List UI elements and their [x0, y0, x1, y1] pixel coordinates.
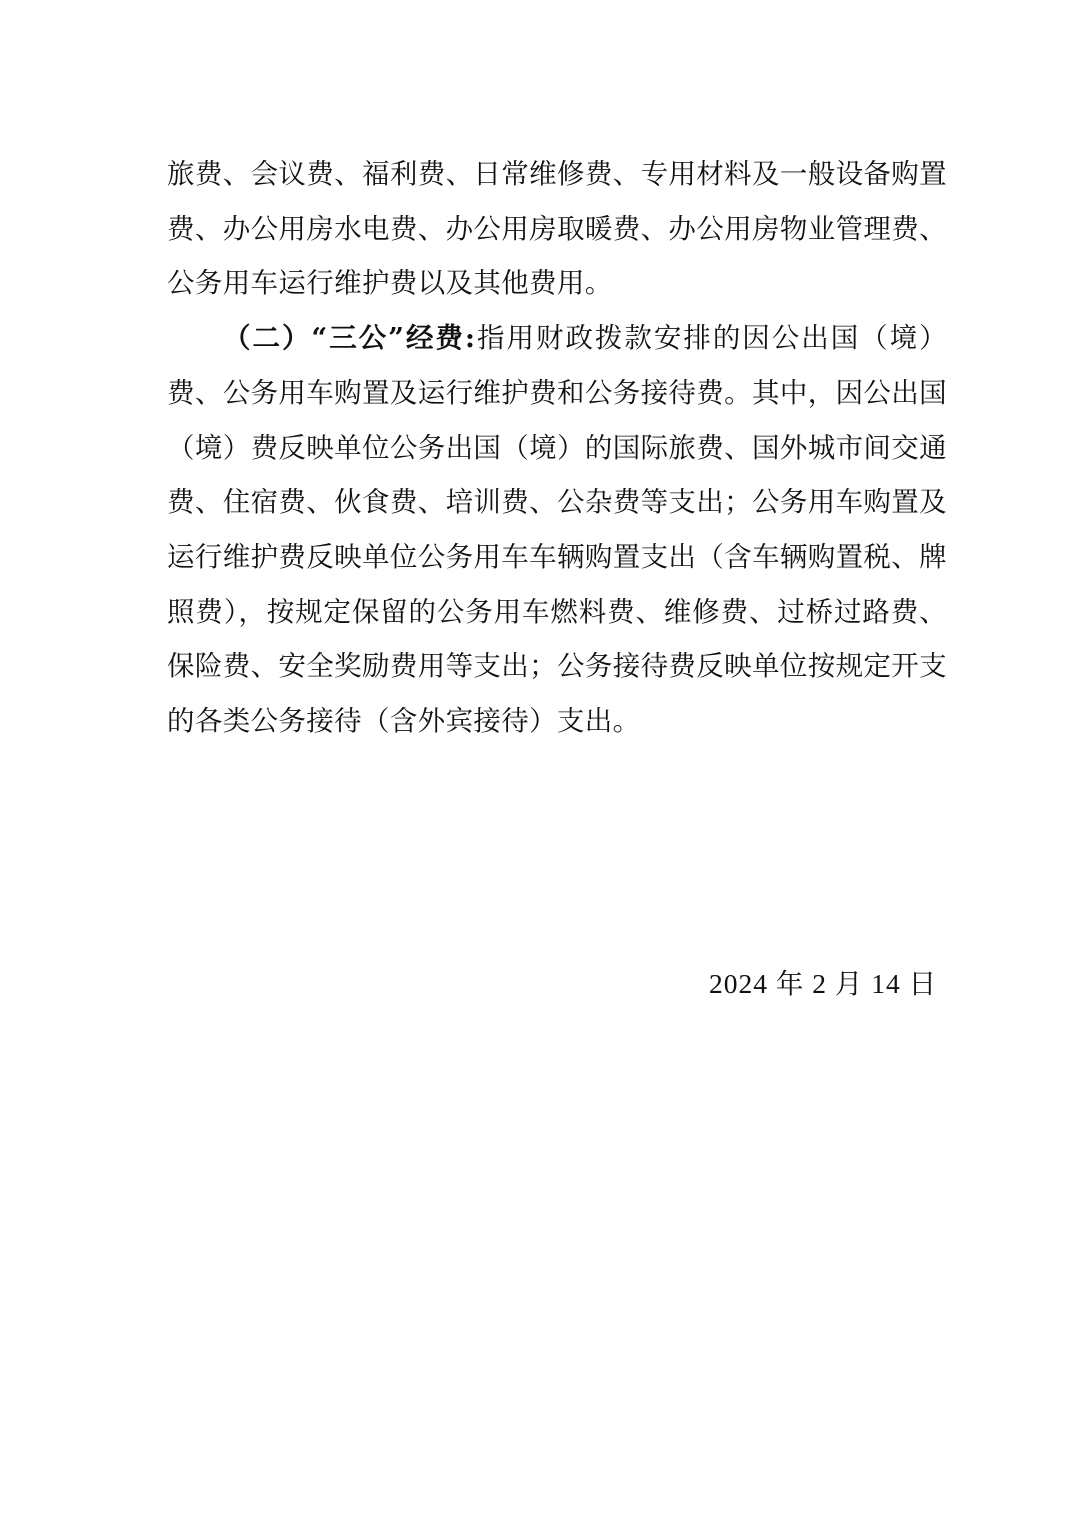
section-heading: （二）“三公”经费:	[223, 322, 476, 355]
paragraph-expense-list: 旅费、会议费、福利费、日常维修费、专用材料及一般设备购置费、办公用房水电费、办公用房取暖费、办公用房物业管理费、公务用车运行维护费以及其他费用。	[167, 158, 947, 300]
section-body: 指用财政拨款安排的因公出国（境）费、公务用车购置及运行维护费和公务接待费。其中，因公出国（境）费反映单位公务出国（境）的国际旅费、国外城市间交通费、住宿费、伙食费、培训费、公杂费等支出；公务用车购置及运行维护费反映单位公务用车车辆购置支出（含车辆购置税、牌照费），按规定保留的公务用车燃料费、维修费、过桥过路费、保险费、安全奖励费用等支出；公务接待费反映单位按规定开支的各类公务接待（含外宾接待）支出。	[167, 322, 947, 738]
document-body	[167, 147, 947, 749]
paragraph-three-public-expenses	[167, 311, 947, 749]
document-date: 2024 年 2 月 14 日	[709, 968, 938, 999]
